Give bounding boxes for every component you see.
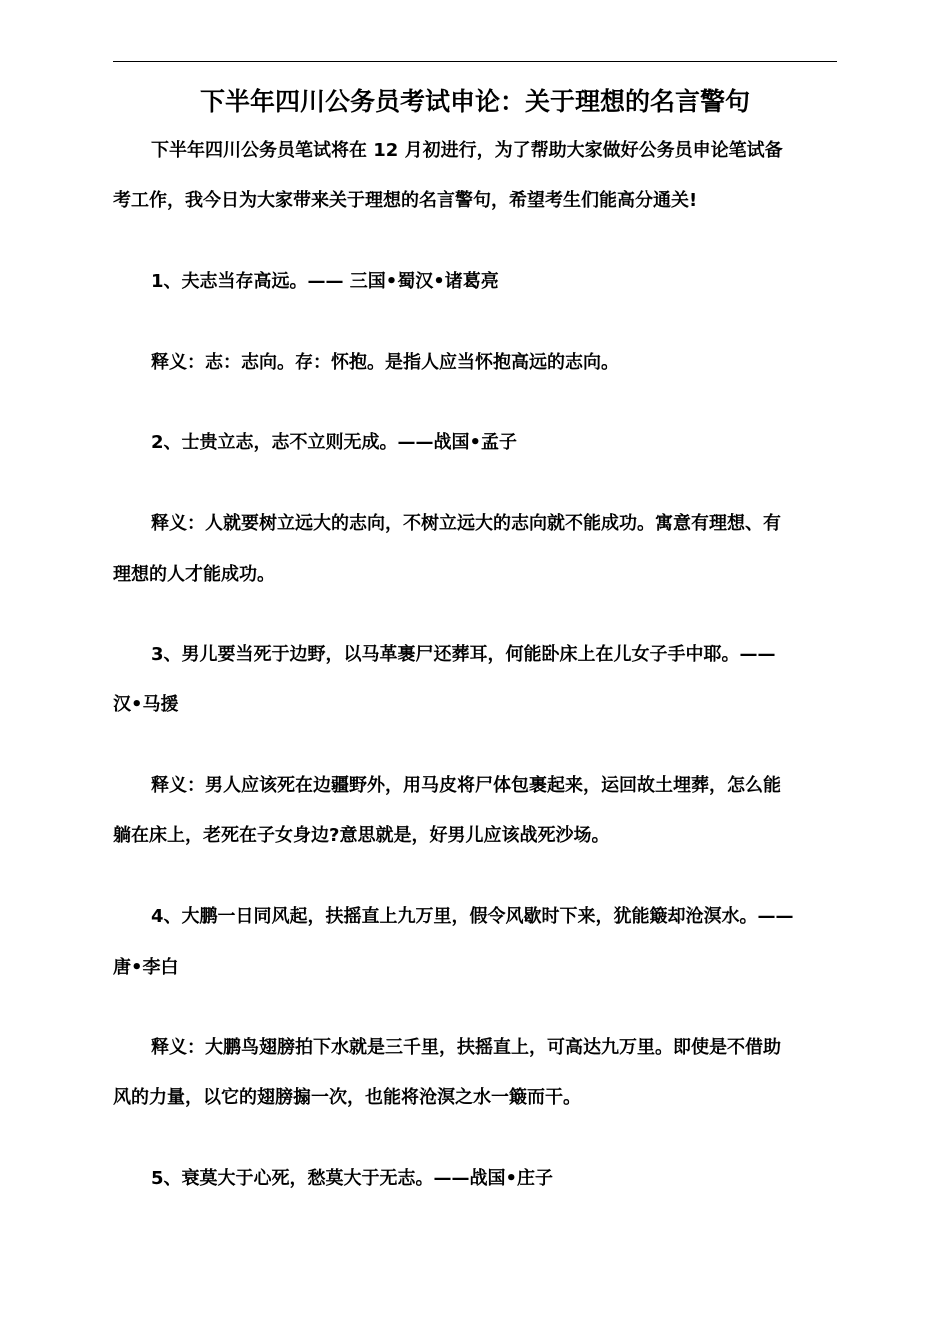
- document-title: 下半年四川公务员考试申论：关于理想的名言警句: [199, 87, 750, 116]
- meaning-3-line-2: 躺在床上，老死在子女身边?意思就是，好男儿应该战死沙场。: [113, 825, 610, 846]
- meaning-1: 释义：志：志向。存：怀抱。是指人应当怀抱高远的志向。: [151, 352, 619, 373]
- meaning-2-line-2: 理想的人才能成功。: [113, 564, 275, 585]
- quote-3-line-1: 3、男儿要当死于边野，以马革裹尸还葬耳，何能卧床上在儿女子手中耶。——: [151, 644, 776, 665]
- intro-line-1: 下半年四川公务员笔试将在 12 月初进行，为了帮助大家做好公务员申论笔试备: [151, 140, 783, 161]
- quote-2: 2、士贵立志，志不立则无成。——战国•孟子: [151, 432, 518, 453]
- quote-4-line-2: 唐•李白: [113, 957, 179, 978]
- quote-5: 5、衰莫大于心死，愁莫大于无志。——战国•庄子: [151, 1168, 554, 1189]
- meaning-3-line-1: 释义：男人应该死在边疆野外，用马皮将尸体包裹起来，运回故土埋葬，怎么能: [151, 775, 781, 796]
- meaning-4-line-2: 风的力量，以它的翅膀搧一次，也能将沧溟之水一簸而干。: [113, 1087, 581, 1108]
- header-rule: [113, 61, 837, 62]
- quote-4-line-1: 4、大鹏一日同风起，扶摇直上九万里，假令风歇时下来，犹能簸却沧溟水。——: [151, 906, 794, 927]
- quote-1: 1、夫志当存高远。—— 三国•蜀汉•诸葛亮: [151, 271, 499, 292]
- meaning-4-line-1: 释义：大鹏鸟翅膀拍下水就是三千里，扶摇直上，可高达九万里。即使是不借助: [151, 1037, 781, 1058]
- quote-3-line-2: 汉•马援: [113, 694, 179, 715]
- intro-line-2: 考工作，我今日为大家带来关于理想的名言警句，希望考生们能高分通关!: [113, 190, 698, 211]
- meaning-2-line-1: 释义：人就要树立远大的志向，不树立远大的志向就不能成功。寓意有理想、有: [151, 513, 781, 534]
